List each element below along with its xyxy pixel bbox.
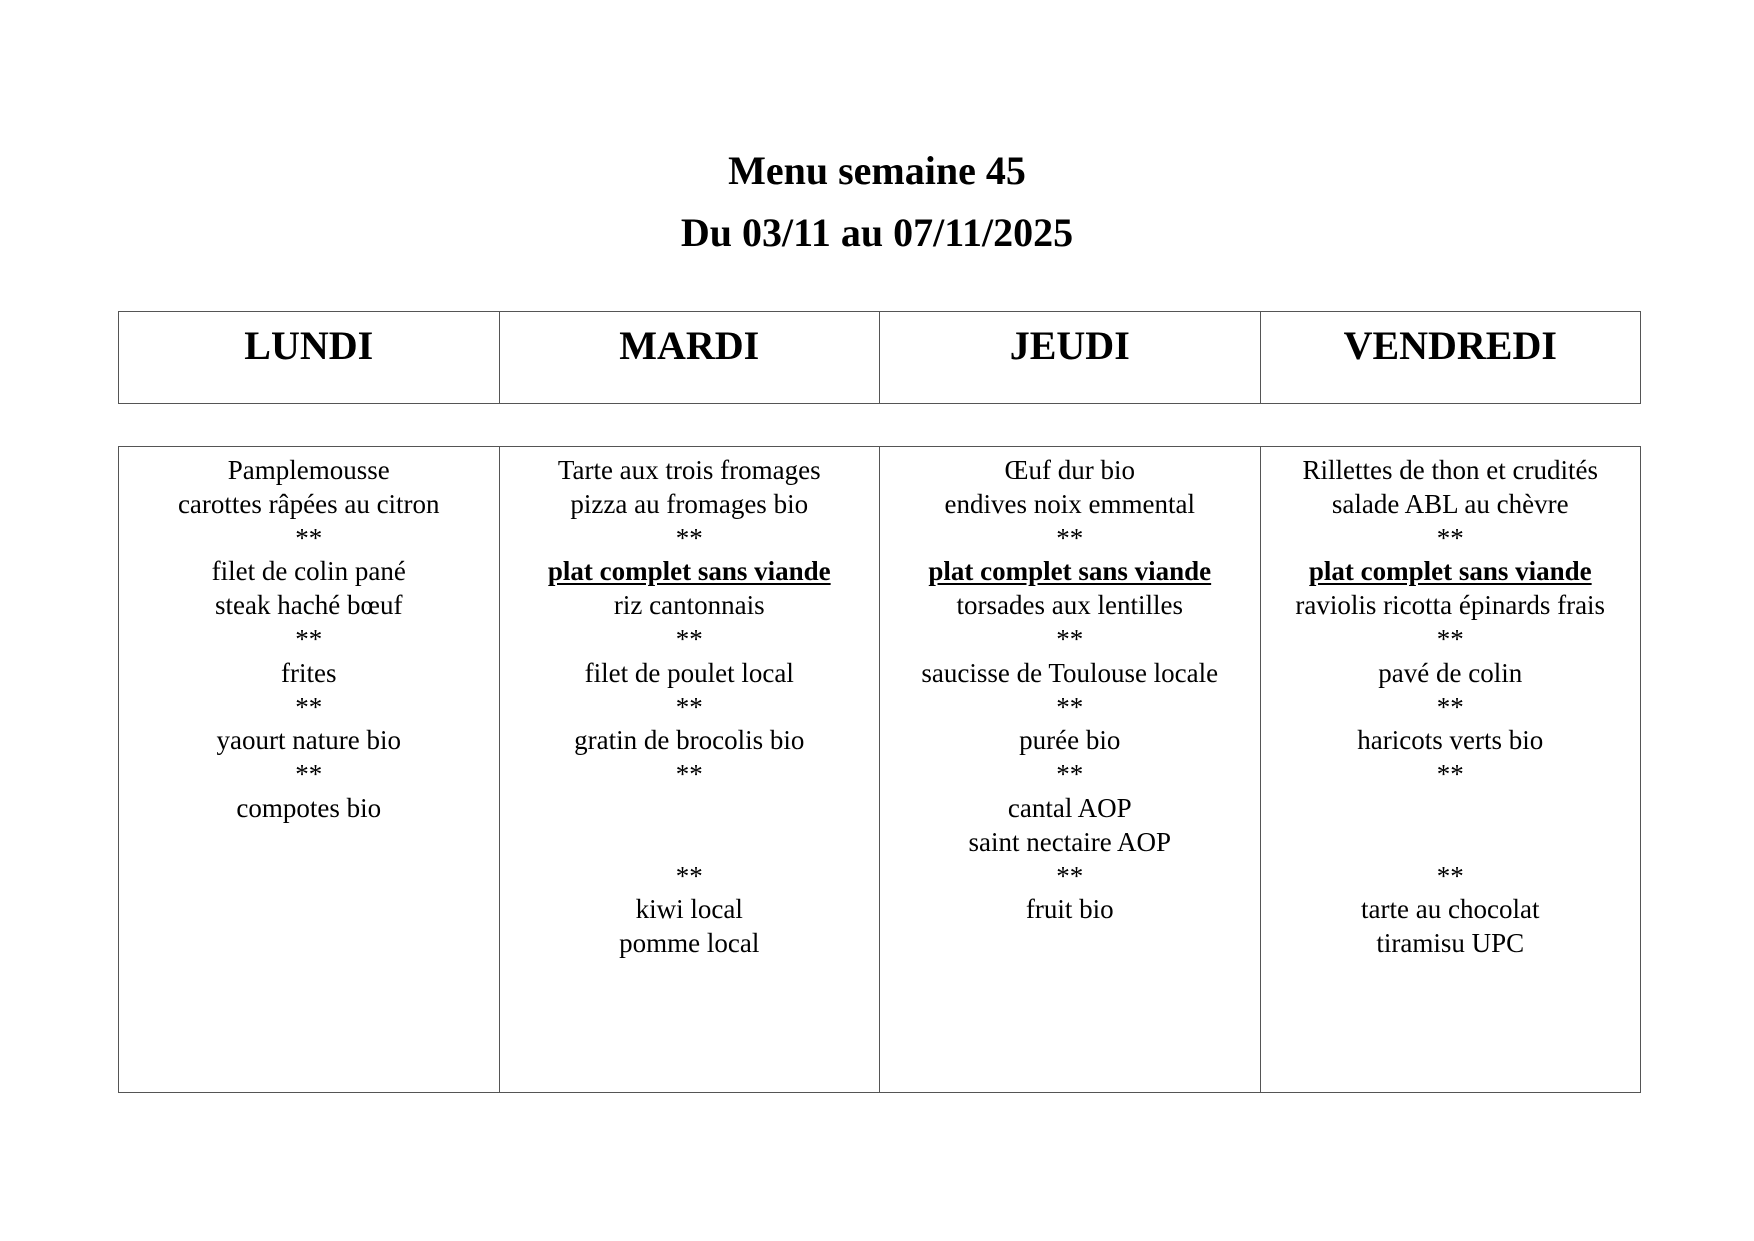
menu-separator: ** [1056, 691, 1084, 722]
menu-item: haricots verts bio [1357, 725, 1544, 756]
menu-separator: ** [1436, 691, 1464, 722]
menu-separator: ** [675, 623, 703, 654]
menu-separator: ** [1436, 759, 1464, 790]
menu-separator: ** [295, 623, 323, 654]
menu-item: saucisse de Toulouse locale [921, 657, 1219, 688]
menu-item: pizza au fromages bio [570, 488, 809, 519]
menu-item: riz cantonnais [613, 590, 765, 621]
menu-item: raviolis ricotta épinards frais [1295, 590, 1606, 621]
day-header-vendredi: VENDREDI [1260, 312, 1641, 404]
menu-item: filet de colin pané [211, 556, 406, 587]
menu-table [118, 446, 1641, 1093]
menu-item: compotes bio [236, 792, 382, 823]
menu-item: cantal AOP [1007, 792, 1132, 823]
menu-separator: ** [675, 759, 703, 790]
menu-cell-jeudi [880, 447, 1261, 1093]
menu-week-title: Menu semaine 45 [728, 148, 1026, 193]
menu-blank-line [501, 792, 879, 826]
menu-cell-vendredi [1260, 447, 1641, 1093]
menu-cell-mardi [499, 447, 880, 1093]
menu-item: pomme local [619, 928, 760, 959]
menu-date-range: Du 03/11 au 07/11/2025 [680, 210, 1074, 255]
menu-item: saint nectaire AOP [968, 826, 1171, 857]
menu-item: frites [281, 657, 337, 688]
menu-item: Tarte aux trois fromages [557, 455, 821, 485]
menu-separator: ** [295, 691, 323, 722]
days-header-table [118, 311, 1641, 404]
menu-item: Rillettes de thon et crudités [1302, 455, 1598, 485]
menu-item: Pamplemousse [227, 455, 390, 485]
menu-row [119, 447, 1641, 1093]
menu-separator: ** [675, 691, 703, 722]
menu-separator: ** [295, 759, 323, 790]
menu-item: Œuf dur bio [1004, 455, 1135, 485]
menu-item: purée bio [1019, 725, 1121, 756]
menu-item: fruit bio [1025, 894, 1114, 925]
menu-separator: ** [1056, 759, 1084, 790]
menu-item: endives noix emmental [944, 488, 1195, 519]
menu-item: plat complet sans viande [1308, 556, 1592, 587]
menu-item: torsades aux lentilles [956, 590, 1183, 621]
menu-separator: ** [1436, 860, 1464, 891]
menu-item: kiwi local [635, 894, 743, 925]
day-header-jeudi: JEUDI [880, 312, 1261, 404]
menu-item: steak haché bœuf [215, 590, 403, 621]
page-title [0, 140, 1754, 264]
menu-item: tiramisu UPC [1376, 928, 1525, 959]
menu-item: yaourt nature bio [216, 725, 401, 756]
menu-separator: ** [1056, 860, 1084, 891]
menu-separator: ** [675, 860, 703, 891]
day-header-lundi: LUNDI [119, 312, 500, 404]
menu-item: pavé de colin [1378, 657, 1523, 688]
menu-item: filet de poulet local [584, 657, 794, 688]
menu-separator: ** [675, 522, 703, 553]
menu-separator: ** [1436, 623, 1464, 654]
menu-separator: ** [1436, 522, 1464, 553]
menu-item: salade ABL au chèvre [1331, 488, 1569, 519]
menu-item: carottes râpées au citron [177, 488, 440, 519]
menu-separator: ** [295, 522, 323, 553]
menu-blank-line [501, 826, 879, 860]
menu-item: gratin de brocolis bio [574, 725, 805, 756]
menu-cell-lundi [119, 447, 500, 1093]
menu-item: plat complet sans viande [547, 556, 831, 587]
menu-item: tarte au chocolat [1361, 894, 1540, 925]
menu-separator: ** [1056, 522, 1084, 553]
menu-blank-line [1262, 826, 1640, 860]
days-header-row [119, 312, 1641, 404]
day-header-mardi: MARDI [499, 312, 880, 404]
menu-item: plat complet sans viande [928, 556, 1212, 587]
menu-blank-line [1262, 792, 1640, 826]
menu-separator: ** [1056, 623, 1084, 654]
